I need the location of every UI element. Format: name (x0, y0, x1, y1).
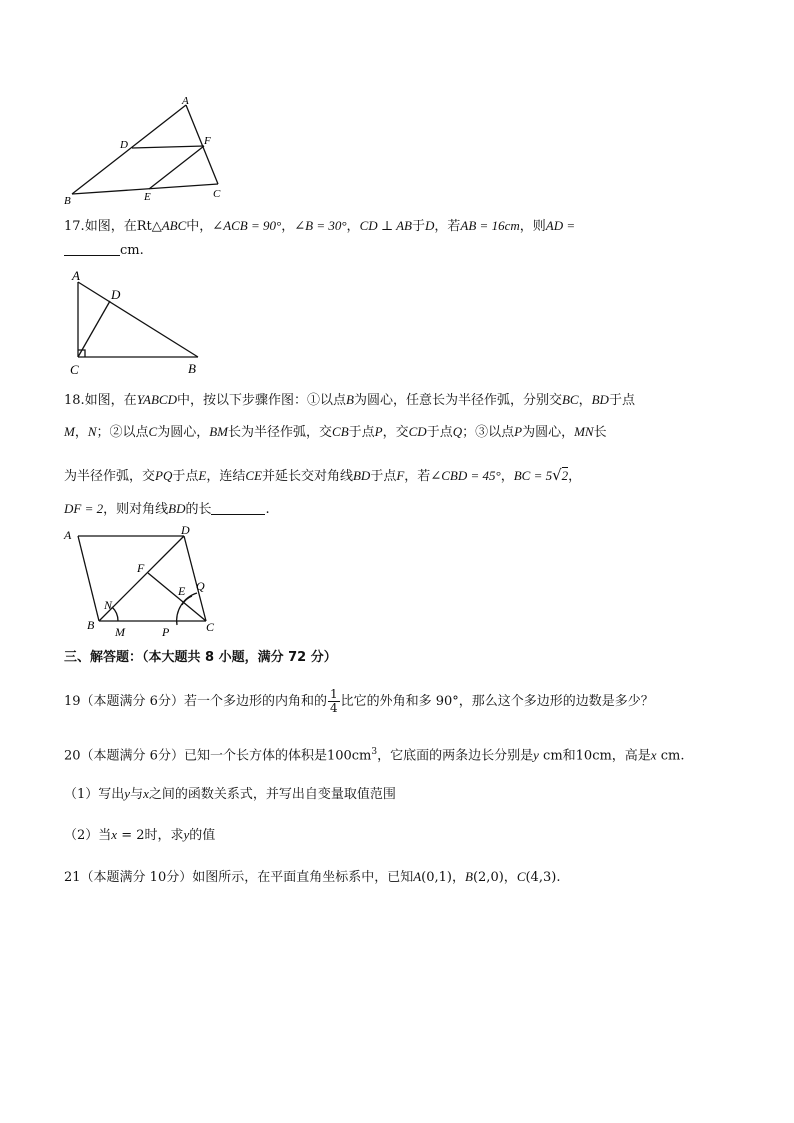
label-a: A (72, 268, 80, 283)
question-18-line-4: DF = 2，则对角线BD的长 . (64, 501, 270, 517)
figure-parallelogram-abcd (60, 525, 225, 643)
question-18-line-3: 为半径作弧，交PQ于点E，连结CE并延长交对角线BD于点F，若∠CBD = 45°，BC = 5√2， (64, 466, 582, 484)
sqrt-sign: √ (552, 466, 562, 484)
label-f: F (204, 135, 211, 147)
label-e: E (144, 191, 151, 203)
label-d: D (111, 287, 121, 302)
label-c: C (206, 620, 215, 634)
label-p: P (162, 625, 170, 639)
answer-blank-17 (64, 243, 120, 256)
answer-blank-18 (211, 502, 265, 515)
label-c: C (213, 188, 221, 200)
section-3-heading: 三、解答题：（本大题共 8 小题，满分 72 分） (64, 650, 337, 665)
label-n: N (104, 598, 113, 612)
question-19: 19（本题满分 6分）若一个多边形的内角和的 $\frac{1}{4}$ 比它的外角和多 90°，那么这个多边形的边数是多少？ (64, 687, 654, 715)
question-20-part-2: （2）当x = 2时，求y的值 (64, 827, 216, 843)
label-a: A (64, 528, 72, 542)
label-q: Q (196, 579, 205, 593)
label-b: B (64, 195, 71, 207)
figure-triangle-abc-parallels (58, 92, 238, 207)
label-a: A (182, 95, 189, 107)
label-c: C (70, 362, 79, 377)
question-17-line-2: cm. (64, 242, 144, 260)
label-d: D (181, 525, 190, 537)
label-d: D (120, 139, 128, 151)
question-18-line-2: M，N；②以点C为圆心，BM长为半径作弧，交CB于点P，交CD于点Q；③以点P为圆心，MN长 (64, 424, 607, 440)
fraction-one-quarter: $\frac{1}{4}$ (329, 687, 338, 715)
question-18-line-1: 18.如图，在YABCD中，按以下步骤作图：①以点B为圆心，任意长为半径作弧，分别交BC，BD于点 (64, 392, 635, 408)
label-b: B (87, 618, 95, 632)
question-20-part-1: （1）写出y与x之间的函数关系式，并写出自变量取值范围 (64, 786, 396, 802)
label-m: M (115, 625, 125, 639)
question-21: 21（本题满分 10分）如图所示，在平面直角坐标系中，已知A(0,1)，B(2,0)，C(4,3). (64, 869, 561, 885)
question-17-line-1: 17.如图，在Rt△ABC中，∠ACB = 90°，∠B = 30°，CD ⊥ AB于D，若AB = 16cm，则AD = (64, 218, 576, 234)
figure-right-triangle-abc (64, 266, 214, 381)
label-e: E (178, 584, 186, 598)
label-f: F (137, 561, 145, 575)
label-b: B (188, 361, 196, 376)
question-20: 20（本题满分 6分）已知一个长方体的体积是$100cm^3$，它底面的两条边长分别是y cm和10cm，高是x cm. (64, 747, 685, 764)
